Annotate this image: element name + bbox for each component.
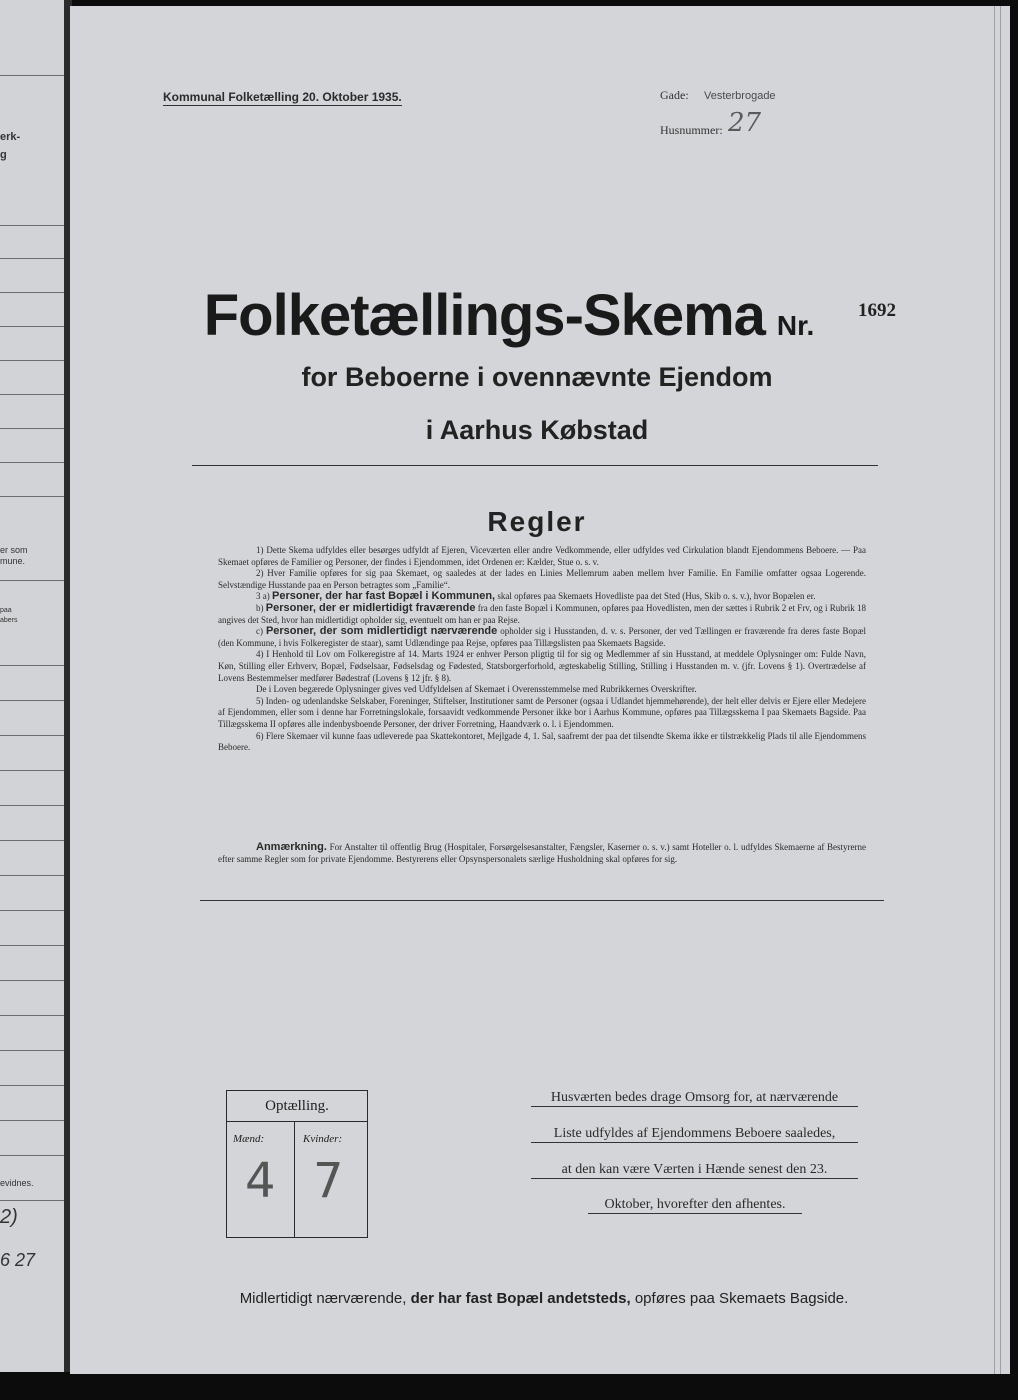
left-fragment: mune.	[0, 556, 26, 566]
skema-number: 1692	[858, 300, 896, 321]
notice-line-4: Oktober, hvorefter den afhentes.	[588, 1197, 802, 1214]
footer-part-2: der har fast Bopæl andetsteds,	[410, 1290, 631, 1307]
kvinder-value: 7	[313, 1153, 344, 1209]
rule-3a: 3 a) Personer, der har fast Bopæl i Kommunen, skal opføres paa Skemaets Hovedliste paa det Sted (Hus, Skib o. s. v.), hvor Bopælen er.	[256, 590, 816, 603]
husnummer-label: Husnummer:	[660, 123, 723, 137]
subtitle-1: for Beboerne i ovennævnte Ejendom	[301, 362, 773, 392]
subtitle-2: i Aarhus Købstad	[425, 415, 649, 445]
title-nr-label: Nr.	[776, 310, 815, 341]
left-fragment: paa	[0, 607, 12, 614]
divider	[200, 900, 884, 901]
title-main: Folketællings-Skema	[203, 283, 765, 348]
rule-1: 1) Dette Skema udfyldes eller besørges udfyldt af Ejeren, Viceværten eller andre Vedkommende, eller udfyldes ved Cirkulation blandt Ejendommens Beboere. — Paa Skemaet opføres de Familier og Personer, der findes i Ejendommen, idet Ordenen er: Kælder, Stue o. s. v.	[218, 545, 866, 567]
left-fragment: erk-	[0, 131, 21, 143]
count-box	[226, 1090, 368, 1238]
anmaerkning	[218, 842, 866, 865]
gade-label: Gade:	[660, 88, 689, 102]
rule-3b: b) Personer, der er midlertidigt fraværende fra den faste Bopæl i Kommunen, opføres paa Hovedlisten, men der sættes i Rubrik 2 et Frv, og i Rubrik 18 angives det Sted, hvor han midlertidigt opholder sig, eventuelt om han er paa Rejse.	[218, 601, 867, 625]
rule-4: 4) I Henhold til Lov om Folkeregistre af 14. Marts 1924 er enhver Person pligtig til for sig og Medlemmer af sin Husstand, at meddele Oplysninger om: Fulde Navn, Køn, Stilling eller Erhverv, Bopæl, Fødselsaar, Fødselsdag og Fødested, Statsborgerforhold, ægteskabelig Stilling, Stilling i Husstanden m. v. (jfr. Lovens § 1). Overtrædelse af Lovens Bestemmelser medfører Bødestraf (Lovens § 12 jfr. § 8).	[218, 649, 866, 683]
footer-part-3: opføres paa Skemaets Bagside.	[634, 1290, 849, 1307]
rules-text	[218, 545, 866, 754]
left-scribble: 2)	[0, 1206, 18, 1228]
gade-value: Vesterbrogade	[704, 90, 776, 102]
count-box-title: Optælling.	[227, 1091, 367, 1122]
left-page-strip	[0, 0, 64, 1372]
maend-label: Mænd:	[233, 1133, 265, 1145]
notice-line-1: Husværten bedes drage Omsorg for, at nærværende	[531, 1090, 858, 1107]
maend-value: 4	[245, 1153, 276, 1209]
notice-line-3: at den kan være Værten i Hænde senest den 23.	[531, 1162, 858, 1179]
left-fragment: abers	[0, 617, 18, 624]
kvinder-label: Kvinder:	[303, 1133, 343, 1145]
footer-note	[0, 1290, 1018, 1307]
husnummer-value: 27	[728, 108, 762, 138]
left-scribble: 6 27	[0, 1250, 36, 1270]
census-header: Kommunal Folketælling 20. Oktober 1935.	[163, 90, 402, 104]
rule-4b: De i Loven begærede Oplysninger gives ved Udfyldelsen af Skemaet i Overensstemmelse med Rubrikkernes Overskrifter.	[256, 684, 697, 695]
rule-2: 2) Hver Familie opføres for sig paa Skemaet, og saaledes at der lades en Linies Mellemrum aaben mellem hver Familie. En Familie omfatter ogsaa Logerende. Selvstændige Husstande paa en Person betragtes som „Familie“.	[218, 568, 866, 590]
left-fragment: evidnes.	[0, 1178, 34, 1188]
rule-5: 5) Inden- og udenlandske Selskaber, Foreninger, Stiftelser, Institutioner samt de Personer (ogsaa i Udlandet hjemmehørende), der helt eller delvis er Ejere eller Medejere af Ejendommen, eller som i denne har Forretningslokale, forsaavidt vedkommende Personer ikke bor i Aarhus Kommune, opføres paa Tillægsskema I paa Skemaets Bagside. Paa Tillægsskema II opføres alle indenbysboende Personer, der driver Forretning, Haandværk o. l. i Ejendommen.	[218, 695, 866, 729]
rules-heading: Regler	[487, 506, 587, 537]
anmaerkning-text: For Anstalter til offentlig Brug (Hospitaler, Forsørgelsesanstalter, Fængsler, Kaserner o. s. v.) samt Hoteller o. l. udfyldes Skemaerne af Bestyrerne efter samme Regler som for private Ejendomme. Bestyrerens eller Opsynspersonalets særlige Husholdning skal opføres for sig.	[218, 842, 866, 864]
rule-6: 6) Flere Skemaer vil kunne faas udleverede paa Skattekontoret, Mejlgade 4, 1. Sal, saafremt der paa det tilsendte Skema ikke er tilstrækkelig Plads til alle Ejendommens Beboere.	[218, 730, 866, 753]
footer-part-1: Midlertidigt nærværende,	[239, 1290, 407, 1307]
left-fragment: er som	[0, 545, 28, 555]
anmaerkning-label: Anmærkning.	[256, 841, 327, 853]
notice-line-2: Liste udfyldes af Ejendommens Beboere saaledes,	[531, 1126, 858, 1143]
left-fragment: g	[0, 149, 7, 161]
rule-3c: c) Personer, der som midlertidigt nærværende opholder sig i Husstanden, d. v. s. Personer, der ved Tællingen er fraværende fra deres faste Bopæl (den Kommune, i hvis Folkeregister de staar), samt Udlændinge paa Rejse, opføres paa Tillægslisten paa Skemaets Bagside.	[218, 625, 867, 648]
divider	[192, 465, 878, 466]
